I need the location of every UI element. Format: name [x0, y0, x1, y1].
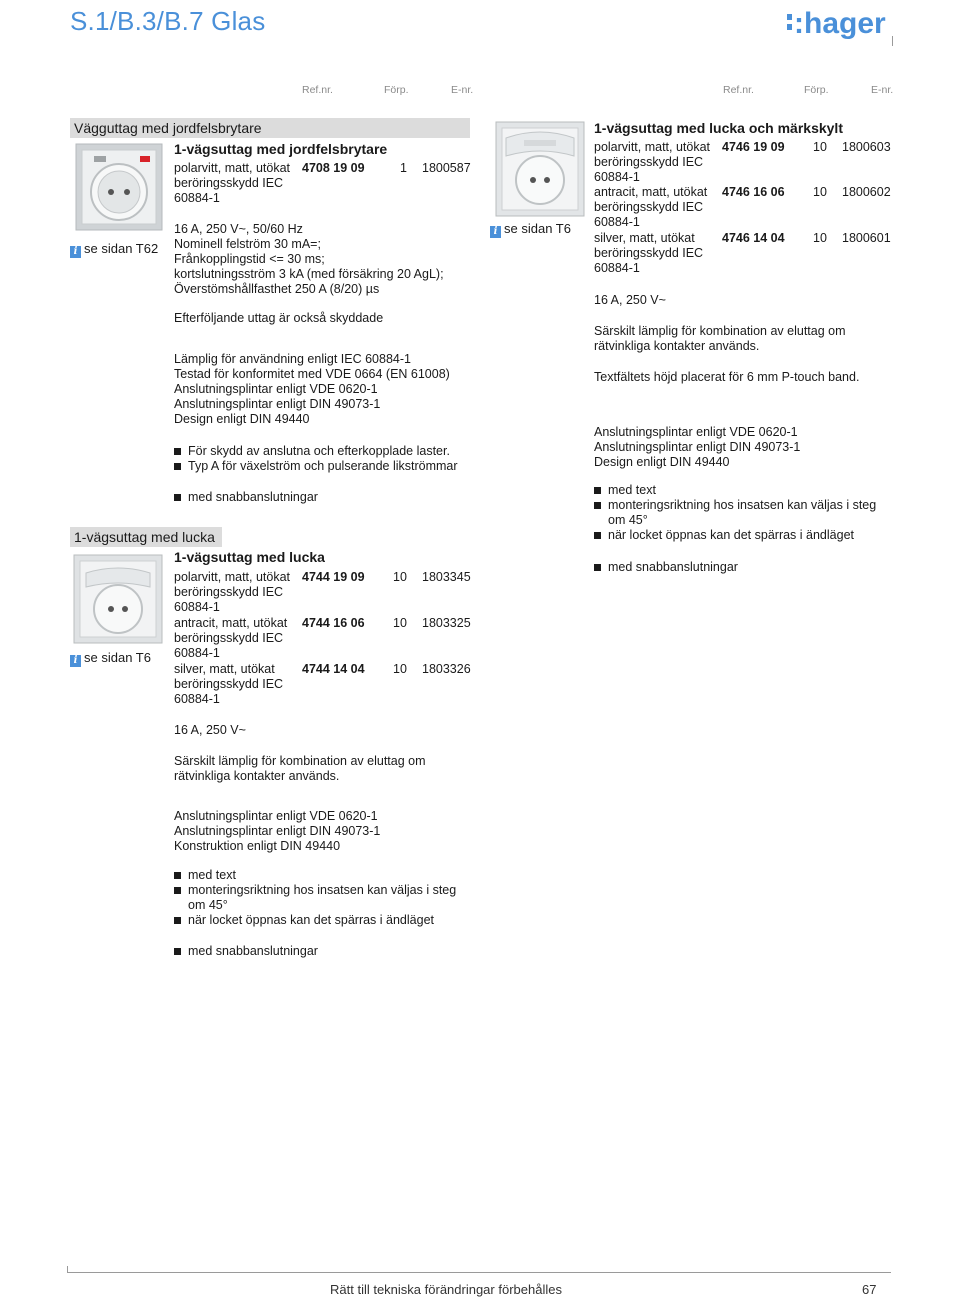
see-page-link-t62[interactable]	[70, 241, 158, 258]
approvals-lid-label	[594, 425, 800, 470]
spec-line: kortslutningsström 3 kA (med försäkring 20 AgL);	[174, 267, 444, 281]
approval-line: Anslutningsplintar enligt VDE 0620-1	[594, 425, 798, 439]
e-number: 1803326	[422, 662, 471, 676]
rating-lid-label: 16 A, 250 V~	[594, 293, 666, 307]
variant-desc-line: polarvitt, matt, utökat	[174, 161, 291, 175]
suit-line: rätvinkliga kontakter används.	[594, 339, 760, 353]
product-name-lid-label: 1-vägsuttag med lucka och märkskylt	[594, 120, 843, 136]
approval-line: Lämplig för användning enligt IEC 60884-1	[174, 352, 411, 366]
pack-qty: 10	[813, 140, 827, 154]
col-forp-left: Förp.	[384, 84, 409, 96]
see-page-text: se sidan T6	[84, 650, 151, 665]
e-number: 1800587	[422, 161, 471, 175]
bullet-continuation: om 45°	[188, 898, 228, 912]
product-name-lid: 1-vägsuttag med lucka	[174, 549, 325, 565]
variant-desc-line: beröringsskydd IEC	[594, 200, 704, 214]
e-number: 1803345	[422, 570, 471, 584]
footer-disclaimer: Rätt till tekniska förändringar förbehålles	[330, 1282, 562, 1297]
see-page-link-t6-right[interactable]	[490, 221, 571, 238]
socket-rcd-image	[74, 142, 164, 232]
variant-desc-line: 60884-1	[594, 215, 640, 229]
ref-number: 4708 19 09	[302, 161, 365, 175]
bullet-item: med text	[174, 868, 456, 883]
hager-logo	[787, 4, 891, 48]
bullets-rcd	[174, 444, 458, 474]
suit-line: Särskilt lämplig för kombination av eluttag om	[594, 324, 846, 338]
socket-lid-label-image	[494, 120, 586, 218]
suit-line: Särskilt lämplig för kombination av eluttag om	[174, 754, 426, 768]
bullets-lid	[174, 868, 456, 928]
variant-desc-line: antracit, matt, utökat	[594, 185, 708, 199]
see-page-text: se sidan T6	[504, 221, 571, 236]
textfield-note: Textfältets höjd placerat för 6 mm P-touch band.	[594, 370, 860, 384]
variant-desc-line: 60884-1	[174, 191, 220, 205]
approval-line: Anslutningsplintar enligt VDE 0620-1	[174, 809, 378, 823]
product-name-rcd: 1-vägsuttag med jordfelsbrytare	[174, 141, 388, 157]
info-icon: i	[70, 246, 81, 258]
bullets-lid-label	[594, 483, 876, 543]
col-enr-left: E-nr.	[451, 84, 474, 96]
specs-rcd	[174, 222, 444, 297]
ref-number: 4744 19 09	[302, 570, 365, 584]
variant-desc-line: 60884-1	[174, 646, 220, 660]
spec-line: Överstömshållfasthet 250 A (8/20) µs	[174, 282, 380, 296]
pack-qty: 1	[400, 161, 407, 175]
ref-number: 4744 14 04	[302, 662, 365, 676]
col-forp-right: Förp.	[804, 84, 829, 96]
e-number: 1803325	[422, 616, 471, 630]
col-ref-right: Ref.nr.	[723, 84, 754, 96]
variant-desc-line: silver, matt, utökat	[594, 231, 695, 245]
see-page-text: se sidan T62	[84, 241, 159, 256]
variant-desc-line: beröringsskydd IEC	[174, 585, 284, 599]
pack-qty: 10	[813, 185, 827, 199]
variant-desc-line: antracit, matt, utökat	[174, 616, 288, 630]
bullet-item: med snabbanslutningar	[174, 490, 318, 505]
bullet-item: med snabbanslutningar	[594, 560, 738, 575]
suit-line: rätvinkliga kontakter används.	[174, 769, 340, 783]
bullet-item: med snabbanslutningar	[174, 944, 318, 959]
logo-text: :hager	[794, 7, 886, 40]
info-icon: i	[70, 655, 81, 667]
footer-divider	[67, 1272, 891, 1273]
variant-row	[594, 231, 703, 276]
e-number: 1800602	[842, 185, 891, 199]
variant-desc-line: beröringsskydd IEC	[174, 631, 284, 645]
spec-line: 16 A, 250 V~, 50/60 Hz	[174, 222, 303, 236]
variant-row	[174, 570, 290, 615]
socket-lid-image	[72, 553, 164, 645]
variant-row	[174, 662, 283, 707]
variant-desc-line: beröringsskydd IEC	[174, 176, 284, 190]
variant-desc-line: beröringsskydd IEC	[594, 246, 704, 260]
rating-lid: 16 A, 250 V~	[174, 723, 246, 737]
pack-qty: 10	[393, 662, 407, 676]
approvals-rcd	[174, 352, 450, 427]
bullet-quickconnect-rcd	[174, 490, 318, 505]
variant-desc-line: 60884-1	[174, 600, 220, 614]
variant-desc-line: beröringsskydd IEC	[594, 155, 704, 169]
e-number: 1800601	[842, 231, 891, 245]
approval-line: Anslutningsplintar enligt DIN 49073-1	[174, 397, 381, 411]
variant-desc-line: 60884-1	[594, 170, 640, 184]
approval-line: Anslutningsplintar enligt DIN 49073-1	[174, 824, 381, 838]
bullet-item: monteringsriktning hos insatsen kan väljas i steg	[174, 883, 456, 898]
pack-qty: 10	[393, 616, 407, 630]
see-page-link-t6-left[interactable]	[70, 650, 151, 667]
ref-number: 4746 14 04	[722, 231, 785, 245]
variant-desc-line: 60884-1	[174, 692, 220, 706]
suitability-lid-label	[594, 324, 846, 354]
pack-qty: 10	[393, 570, 407, 584]
e-number: 1800603	[842, 140, 891, 154]
variant-desc-line: silver, matt, utökat	[174, 662, 275, 676]
ref-number: 4746 16 06	[722, 185, 785, 199]
bullet-item: Typ A för växelström och pulserande likströmmar	[174, 459, 458, 474]
variant-desc-line: polarvitt, matt, utökat	[594, 140, 711, 154]
page-number: 67	[862, 1282, 877, 1297]
approval-line: Testad för konformitet med VDE 0664 (EN 61008)	[174, 367, 450, 381]
bullet-item: För skydd av anslutna och efterkopplade laster.	[174, 444, 458, 459]
ref-number: 4746 19 09	[722, 140, 785, 154]
bullet-continuation: om 45°	[608, 513, 648, 527]
variant-desc-rcd	[174, 161, 290, 206]
approval-line: Anslutningsplintar enligt DIN 49073-1	[594, 440, 801, 454]
spec-line: Frånkopplingstid <= 30 ms;	[174, 252, 325, 266]
bullet-quickconnect-lid	[174, 944, 318, 959]
variant-desc-line: beröringsskydd IEC	[174, 677, 284, 691]
col-ref-left: Ref.nr.	[302, 84, 333, 96]
bullet-item: med text	[594, 483, 876, 498]
approval-line: Design enligt DIN 49440	[174, 412, 310, 426]
bullet-quickconnect-lid-label	[594, 560, 738, 575]
section-bar-lid: 1-vägsuttag med lucka	[70, 527, 222, 547]
approval-line: Konstruktion enligt DIN 49440	[174, 839, 341, 853]
spec-line: Nominell felström 30 mA=;	[174, 237, 321, 251]
variant-row	[594, 185, 707, 230]
bullet-item: monteringsriktning hos insatsen kan väljas i steg	[594, 498, 876, 513]
variant-row	[174, 616, 287, 661]
variant-desc-line: polarvitt, matt, utökat	[174, 570, 291, 584]
variant-row	[594, 140, 710, 185]
pack-qty: 10	[813, 231, 827, 245]
bullet-item: när locket öppnas kan det spärras i ändläget	[174, 913, 456, 928]
note-protected: Efterföljande uttag är också skyddade	[174, 311, 384, 325]
approval-line: Design enligt DIN 49440	[594, 455, 730, 469]
col-enr-right: E-nr.	[871, 84, 894, 96]
info-icon: i	[490, 226, 501, 238]
approvals-lid	[174, 809, 380, 854]
suitability-lid	[174, 754, 426, 784]
page-title: S.1/B.3/B.7 Glas	[70, 6, 266, 36]
variant-desc-line: 60884-1	[594, 261, 640, 275]
ref-number: 4744 16 06	[302, 616, 365, 630]
bullet-item: när locket öppnas kan det spärras i ändläget	[594, 528, 876, 543]
section-bar-rcd: Vägguttag med jordfelsbrytare	[70, 118, 470, 138]
approval-line: Anslutningsplintar enligt VDE 0620-1	[174, 382, 378, 396]
